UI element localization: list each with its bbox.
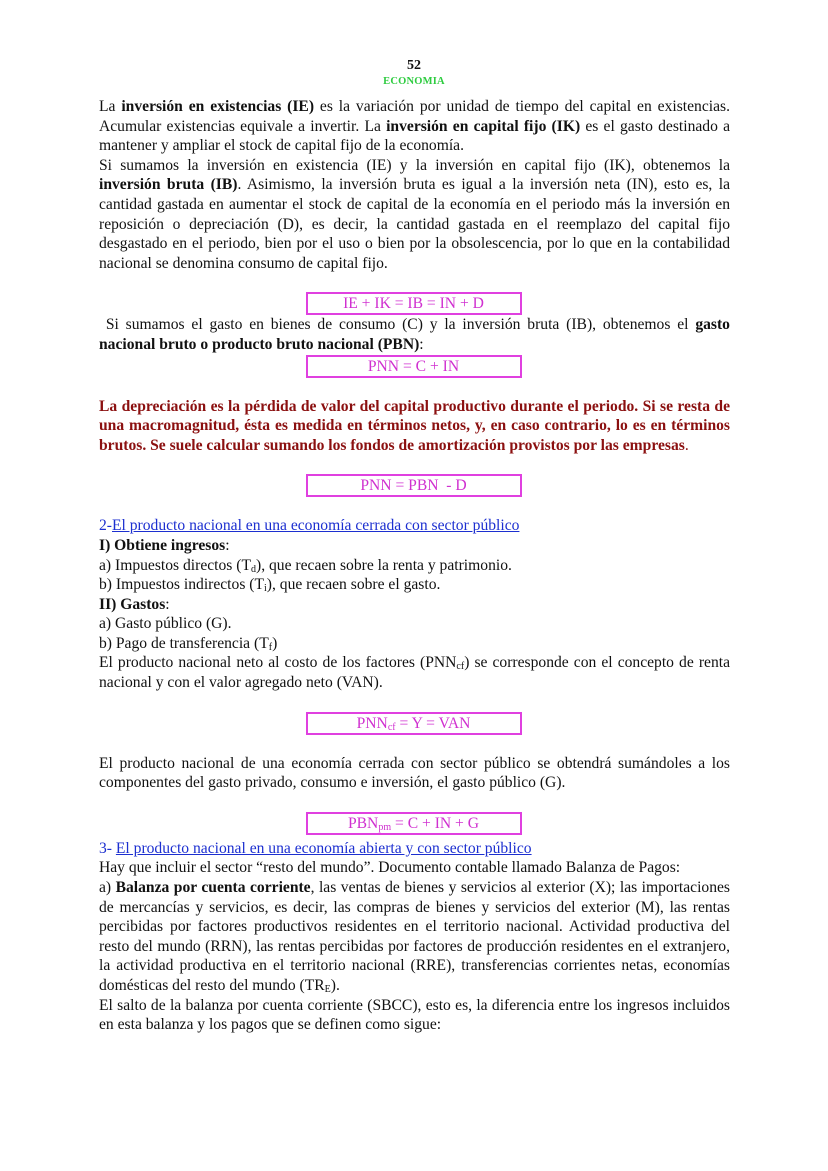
expense-heading: II) Gastos:	[99, 595, 170, 613]
running-header: ECONOMIA	[383, 76, 445, 87]
income-heading: I) Obtiene ingresos:	[99, 536, 230, 554]
paragraph-inversion-existencias: La inversión en existencias (IE) es la variación por unidad de tiempo del capital en existencias. Acumular existencias equivale a invertir. La inversión en capital fijo (IK) es el gasto destinado a mantener y ampliar el stock de capital fijo de la economía.	[99, 98, 730, 155]
formula-box-inversion: IE + IK = IB = IN + D	[306, 292, 522, 315]
term-inversion-capital-fijo: inversión en capital fijo (IK)	[386, 117, 581, 135]
term-gasto-nacional-bruto: gasto nacional bruto o producto bruto nacional (PBN)	[99, 316, 734, 353]
section-3-link[interactable]: El producto nacional en una economía abierta y con sector público	[115, 839, 532, 857]
expense-item-gasto-publico: a) Gasto público (G).	[99, 615, 232, 633]
expense-item-transferencia: b) Pago de transferencia $(T_f)$	[99, 634, 278, 653]
paragraph-gasto-nacional-bruto: Si sumamos el gasto en bienes de consumo (C) y la inversión bruta (IB), obtenemos el gasto nacional bruto o producto bruto nacional (PBN):	[99, 316, 734, 353]
income-item-indirectos: b) Impuestos indirectos $(T_i)$, que recaen sobre el gasto.	[99, 576, 441, 595]
page-number: 52	[407, 58, 421, 73]
document-body	[99, 97, 734, 1035]
section-2-heading	[99, 516, 730, 536]
formula-box-pbn-pm: $PBN_{pm} = C$ + IN + G	[306, 812, 522, 835]
income-item-directos: a) Impuestos directos $(T_d)$, que recaen sobre la renta y patrimonio.	[99, 556, 512, 575]
section-3-heading	[99, 839, 730, 859]
paragraph-depreciacion: La depreciación es la pérdida de valor del capital productivo durante el periodo. Si se resta de una macromagnitud, ésta es medida en términos netos, y, en caso contrario, lo es en términos brutos. Se suele calcular sumando los fondos de amortización provistos por las empresas.	[99, 397, 730, 454]
paragraph-pnn-cf: El producto nacional neto al costo de los factores $(PNN_{cf})$ se corresponde con el concepto de renta nacional y con el valor agregado neto (VAN).	[99, 654, 730, 692]
paragraph-sbcc: El salto de la balanza por cuenta corriente (SBCC), esto es, la diferencia entre los ingresos incluidos en esta balanza y los pagos que se definen como sigue:	[99, 996, 730, 1034]
paragraph-resto-mundo: Hay que incluir el sector “resto del mundo”. Documento contable llamado Balanza de Pagos:	[99, 859, 681, 877]
formula-box-pnn-pbn: PNN = PBN - D	[306, 474, 522, 497]
section-2-number: 2-	[99, 517, 112, 535]
term-inversion-bruta: inversión bruta (IB)	[99, 176, 238, 194]
paragraph-balanza-cuenta-corriente: a) Balanza por cuenta corriente, las ventas de bienes y servicios al exterior (X); las importaciones de mercancías y servicios, es decir, las compras de bienes y servicios del exterior (M), las rentas percibidas por factores productivos residentes en el territorio nacional. Actividad productiva del resto del mundo (RRN), las rentas percibidas por factores de producción residentes en el extranjero, la actividad productiva en el territorio nacional (RRE), transferencias corrientes netas, economías domésticas del resto del mundo $(TR_E)$.	[99, 879, 730, 995]
term-balanza-cuenta-corriente: Balanza por cuenta corriente	[115, 879, 311, 897]
term-inversion-existencias: inversión en existencias (IE)	[121, 98, 315, 115]
formula-box-pnn: PNN = C + IN	[306, 355, 522, 378]
section-2-link[interactable]: El producto nacional en una economía cerrada con sector público	[112, 517, 520, 535]
paragraph-economia-cerrada: El producto nacional de una economía cerrada con sector público se obtendrá sumándoles a los componentes del gasto privado, consumo e inversión, el gasto público (G).	[99, 754, 730, 792]
formula-box-pnn-cf: $PNN_{cf} = Y$ = VAN	[306, 712, 522, 735]
section-3-number: 3-	[99, 839, 116, 857]
paragraph-inversion-bruta: Si sumamos la inversión en existencia (IE) y la inversión en capital fijo (IK), obtenemos la inversión bruta (IB). Asimismo, la inversión bruta es igual a la inversión neta (IN), esto es, la cantidad gastada en aumentar el stock de capital de la economía en el periodo más la inversión en reposición o depreciación (D), es decir, la cantidad gastada en el reemplazo del capital fijo desgastado en el periodo, bien por el uso o bien por la obsolescencia, por lo que en la contabilidad nacional se denomina consumo de capital fijo.	[99, 156, 730, 272]
